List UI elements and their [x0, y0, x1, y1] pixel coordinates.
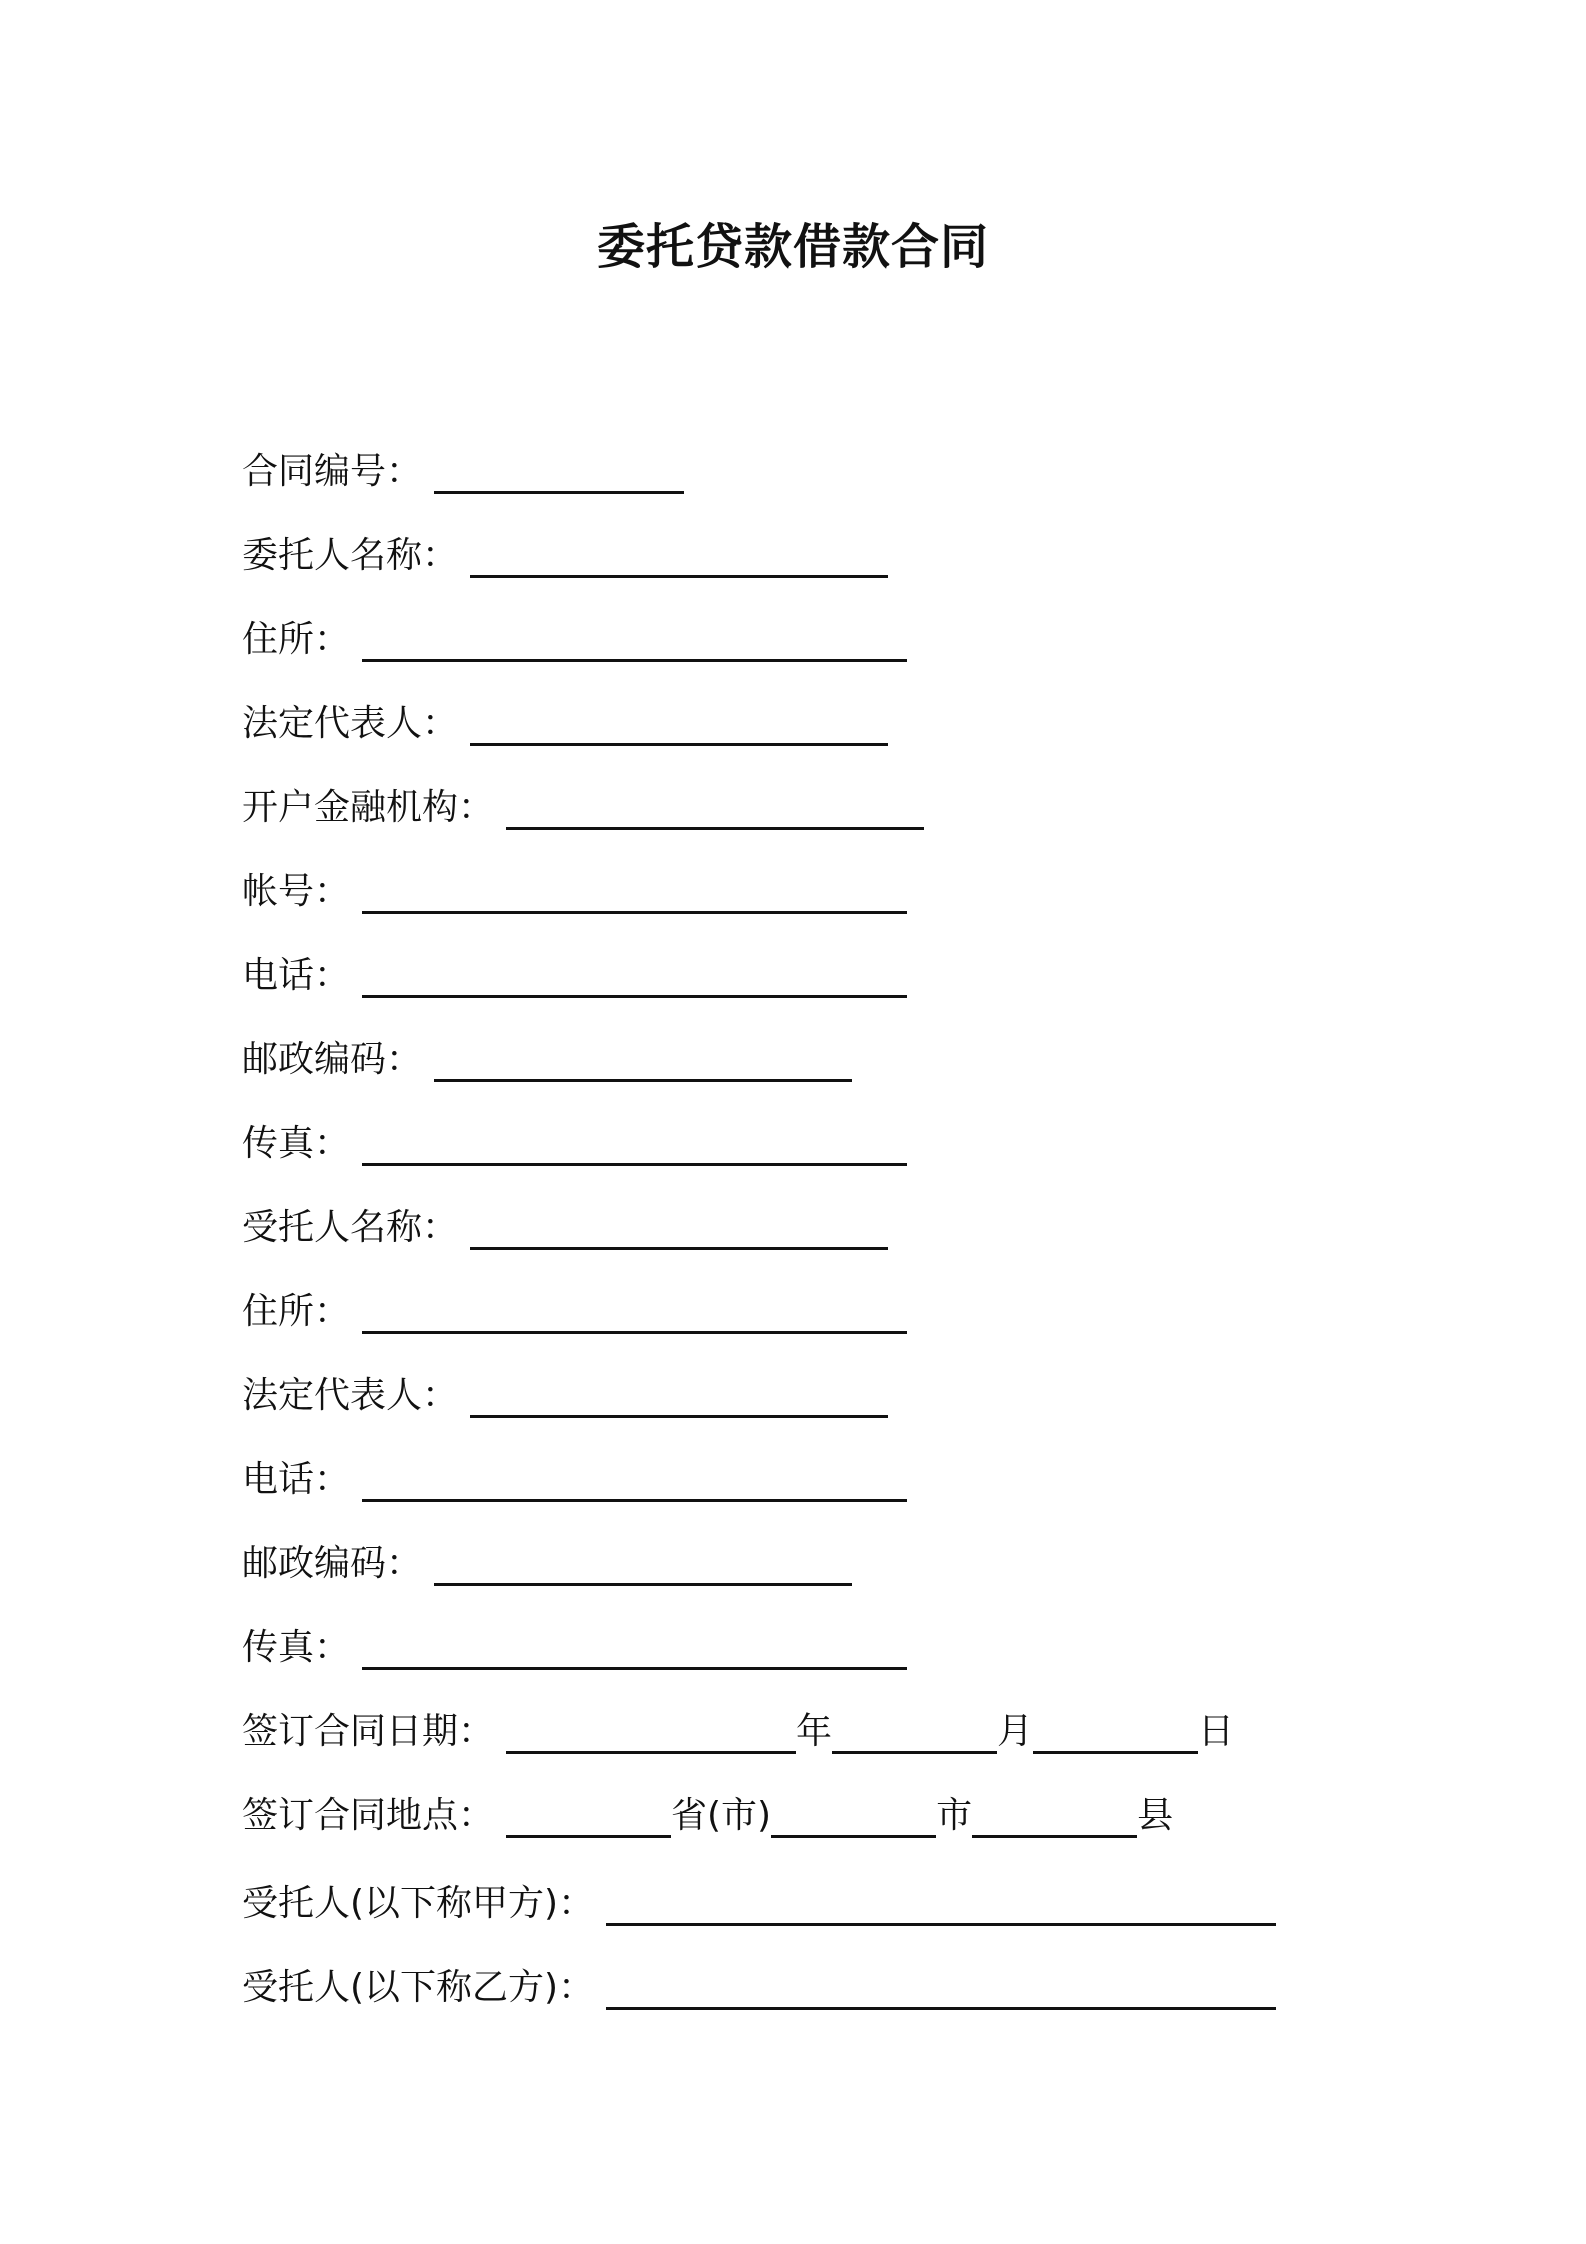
blank-line [470, 1385, 888, 1418]
field-label: 签订合同地点： [242, 1795, 495, 1836]
field-party-b [242, 1928, 1392, 2012]
blank-line-year [506, 1721, 796, 1754]
blank-line-month [832, 1721, 997, 1754]
document-title: 委托贷款借款合同 [596, 219, 989, 275]
field-label: 传真： [242, 1123, 351, 1164]
field-label: 受托人名称： [242, 1207, 459, 1248]
field-principal-fax [242, 1084, 1392, 1168]
blank-line [434, 1553, 852, 1586]
field-principal-legal-rep [242, 664, 1392, 748]
contract-fields [242, 412, 1392, 2012]
blank-line [362, 1637, 907, 1670]
blank-line [362, 629, 907, 662]
unit-year: 年 [796, 1711, 833, 1752]
blank-line [606, 1893, 1276, 1926]
blank-line [362, 881, 907, 914]
field-label: 住所： [242, 1291, 351, 1332]
unit-day: 日 [1198, 1711, 1235, 1752]
blank-line [606, 1977, 1276, 2010]
field-label: 开户金融机构： [242, 787, 495, 828]
field-principal-bank [242, 748, 1392, 832]
unit-month: 月 [997, 1711, 1034, 1752]
field-trustee-fax [242, 1588, 1392, 1672]
unit-county: 县 [1137, 1795, 1174, 1836]
field-label: 住所： [242, 619, 351, 660]
field-trustee-phone [242, 1420, 1392, 1504]
field-contract-number [242, 412, 1392, 496]
field-principal-postcode [242, 1000, 1392, 1084]
blank-line [470, 545, 888, 578]
field-label: 委托人名称： [242, 535, 459, 576]
blank-line [470, 713, 888, 746]
blank-line-province [506, 1805, 671, 1838]
field-trustee-address [242, 1252, 1392, 1336]
field-label: 电话： [242, 1459, 351, 1500]
field-label: 传真： [242, 1627, 351, 1668]
blank-line [434, 461, 684, 494]
field-label: 邮政编码： [242, 1543, 423, 1584]
field-label: 法定代表人： [242, 703, 459, 744]
blank-line [362, 965, 907, 998]
blank-line [470, 1217, 888, 1250]
field-principal-name [242, 496, 1392, 580]
field-trustee-postcode [242, 1504, 1392, 1588]
field-label: 受托人(以下称甲方)： [242, 1883, 595, 1924]
field-principal-phone [242, 916, 1392, 1000]
blank-line [362, 1301, 907, 1334]
blank-line-county [972, 1805, 1137, 1838]
field-label: 签订合同日期： [242, 1711, 495, 1752]
field-signing-place [242, 1756, 1392, 1840]
field-label: 受托人(以下称乙方)： [242, 1967, 595, 2008]
field-signing-date [242, 1672, 1392, 1756]
field-label: 帐号： [242, 871, 351, 912]
field-label: 电话： [242, 955, 351, 996]
blank-line [362, 1133, 907, 1166]
blank-line [434, 1049, 852, 1082]
blank-line-city [771, 1805, 936, 1838]
field-label: 法定代表人： [242, 1375, 459, 1416]
unit-city: 市 [936, 1795, 973, 1836]
field-label: 合同编号： [242, 451, 423, 492]
field-trustee-name [242, 1168, 1392, 1252]
field-principal-account [242, 832, 1392, 916]
unit-province: 省(市) [671, 1795, 772, 1836]
blank-line [362, 1469, 907, 1502]
blank-line [506, 797, 924, 830]
blank-line-day [1033, 1721, 1198, 1754]
field-trustee-legal-rep [242, 1336, 1392, 1420]
field-label: 邮政编码： [242, 1039, 423, 1080]
field-principal-address [242, 580, 1392, 664]
field-party-a [242, 1840, 1392, 1928]
